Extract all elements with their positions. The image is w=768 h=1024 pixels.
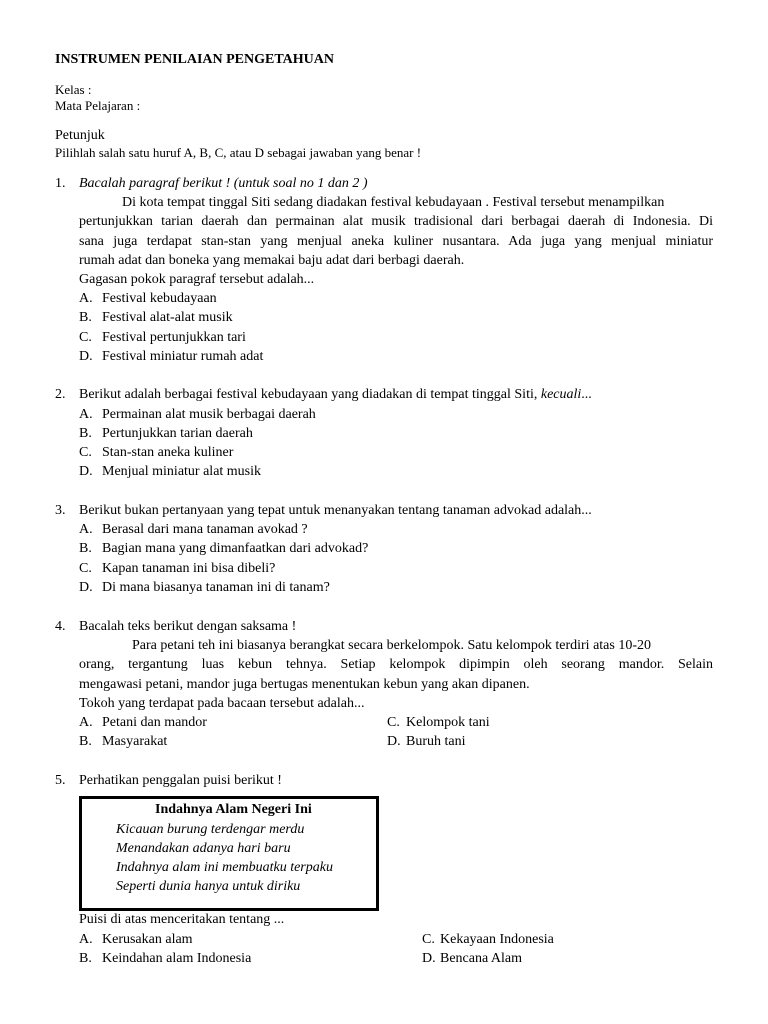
q3-option-letter: D.: [79, 580, 93, 595]
q2-question-end: ...: [581, 387, 592, 402]
q4-option-letter: C.: [387, 715, 400, 730]
q3-option-letter: B.: [79, 541, 92, 556]
q3-option-letter: C.: [79, 561, 92, 576]
q2-question-text: Berikut adalah berbagai festival kebudayaan yang diadakan di tempat tinggal Siti,: [79, 387, 538, 402]
q5-question: Puisi di atas menceritakan tentang ...: [79, 912, 285, 927]
q5-number: 5.: [55, 773, 66, 788]
q2-question: [79, 386, 592, 403]
q4-passage-line: Para petani teh ini biasanya berangkat secara berkelompok. Satu kelompok terdiri atas 10-20: [132, 638, 651, 653]
q2-option-letter: C.: [79, 445, 92, 460]
q1-option-letter: A.: [79, 291, 93, 306]
q1-number: 1.: [55, 176, 66, 191]
q1-passage-line: pertunjukkan tarian daerah dan permainan alat musik tradisional dari berbagai daerah di Indonesia. Di: [79, 214, 713, 229]
q5-option-d: Bencana Alam: [440, 951, 523, 966]
q3-number: 3.: [55, 503, 66, 518]
q1-option-c: Festival pertunjukkan tari: [102, 330, 246, 345]
poem-line: Kicauan burung terdengar merdu: [116, 822, 305, 837]
q4-option-d: Buruh tani: [406, 734, 466, 749]
petunjuk-label: Petunjuk: [55, 128, 105, 143]
q3-option-b: Bagian mana yang dimanfaatkan dari advokad?: [102, 541, 369, 556]
q4-option-a: Petani dan mandor: [102, 715, 207, 730]
q5-option-a: Kerusakan alam: [102, 932, 193, 947]
kelas-label: Kelas :: [55, 82, 92, 97]
q3-option-d: Di mana biasanya tanaman ini di tanam?: [102, 580, 330, 595]
q1-passage-line: sana juga terdapat stan-stan yang menjual aneka kuliner nusantara. Ada juga yang menjual miniatur: [79, 234, 713, 249]
q4-option-c: Kelompok tani: [406, 715, 490, 730]
q1-option-b: Festival alat-alat musik: [102, 310, 233, 325]
q1-option-a: Festival kebudayaan: [102, 291, 217, 306]
q1-option-d: Festival miniatur rumah adat: [102, 349, 264, 364]
q1-passage-line: rumah adat dan boneka yang memakai baju adat dari berbagi daerah.: [79, 253, 465, 268]
q5-option-letter: A.: [79, 932, 93, 947]
petunjuk-text: Pilihlah salah satu huruf A, B, C, atau D sebagai jawaban yang benar !: [55, 145, 422, 160]
q2-number: 2.: [55, 387, 66, 402]
q1-option-letter: D.: [79, 349, 93, 364]
q5-option-b: Keindahan alam Indonesia: [102, 951, 252, 966]
q2-option-b: Pertunjukkan tarian daerah: [102, 426, 253, 441]
q2-option-d: Menjual miniatur alat musik: [102, 464, 262, 479]
q2-option-letter: A.: [79, 407, 93, 422]
q4-option-letter: A.: [79, 715, 93, 730]
page-title: INSTRUMEN PENILAIAN PENGETAHUAN: [55, 52, 334, 67]
q1-question: Gagasan pokok paragraf tersebut adalah...: [79, 272, 315, 287]
q4-intro: Bacalah teks berikut dengan saksama !: [79, 619, 297, 634]
poem-title: Indahnya Alam Negeri Ini: [155, 802, 312, 817]
q4-passage-line: orang, tergantung luas kebun tehnya. Setiap kelompok dipimpin oleh seorang mandor. Selain: [79, 657, 713, 672]
q3-question: Berikut bukan pertanyaan yang tepat untuk menanyakan tentang tanaman advokad adalah...: [79, 503, 592, 518]
q5-option-c: Kekayaan Indonesia: [440, 932, 554, 947]
q5-option-letter: D.: [422, 951, 436, 966]
q3-option-letter: A.: [79, 522, 93, 537]
q2-option-c: Stan-stan aneka kuliner: [102, 445, 234, 460]
q1-passage-line: Di kota tempat tinggal Siti sedang diadakan festival kebudayaan . Festival tersebut menampilkan: [122, 195, 665, 210]
q5-option-letter: B.: [79, 951, 92, 966]
poem-line: Indahnya alam ini membuatku terpaku: [116, 860, 333, 875]
q2-option-letter: D.: [79, 464, 93, 479]
q4-option-letter: D.: [387, 734, 401, 749]
q3-option-c: Kapan tanaman ini bisa dibeli?: [102, 561, 276, 576]
q1-option-letter: C.: [79, 330, 92, 345]
q1-intro: Bacalah paragraf berikut ! (untuk soal no 1 dan 2 ): [79, 176, 368, 191]
mata-pelajaran-label: Mata Pelajaran :: [55, 98, 141, 113]
q2-option-letter: B.: [79, 426, 92, 441]
q5-intro: Perhatikan penggalan puisi berikut !: [79, 773, 282, 788]
q2-option-a: Permainan alat musik berbagai daerah: [102, 407, 316, 422]
q4-number: 4.: [55, 619, 66, 634]
q4-option-b: Masyarakat: [102, 734, 168, 749]
q3-option-a: Berasal dari mana tanaman avokad ?: [102, 522, 308, 537]
q5-option-letter: C.: [422, 932, 435, 947]
poem-line: Seperti dunia hanya untuk diriku: [116, 879, 301, 894]
poem-line: Menandakan adanya hari baru: [116, 841, 291, 856]
q2-question-italic: kecuali: [540, 387, 582, 402]
q4-passage-line: mengawasi petani, mandor juga bertugas menentukan kebun yang akan dipanen.: [79, 677, 530, 692]
q1-option-letter: B.: [79, 310, 92, 325]
q4-question: Tokoh yang terdapat pada bacaan tersebut adalah...: [79, 696, 365, 711]
q4-option-letter: B.: [79, 734, 92, 749]
